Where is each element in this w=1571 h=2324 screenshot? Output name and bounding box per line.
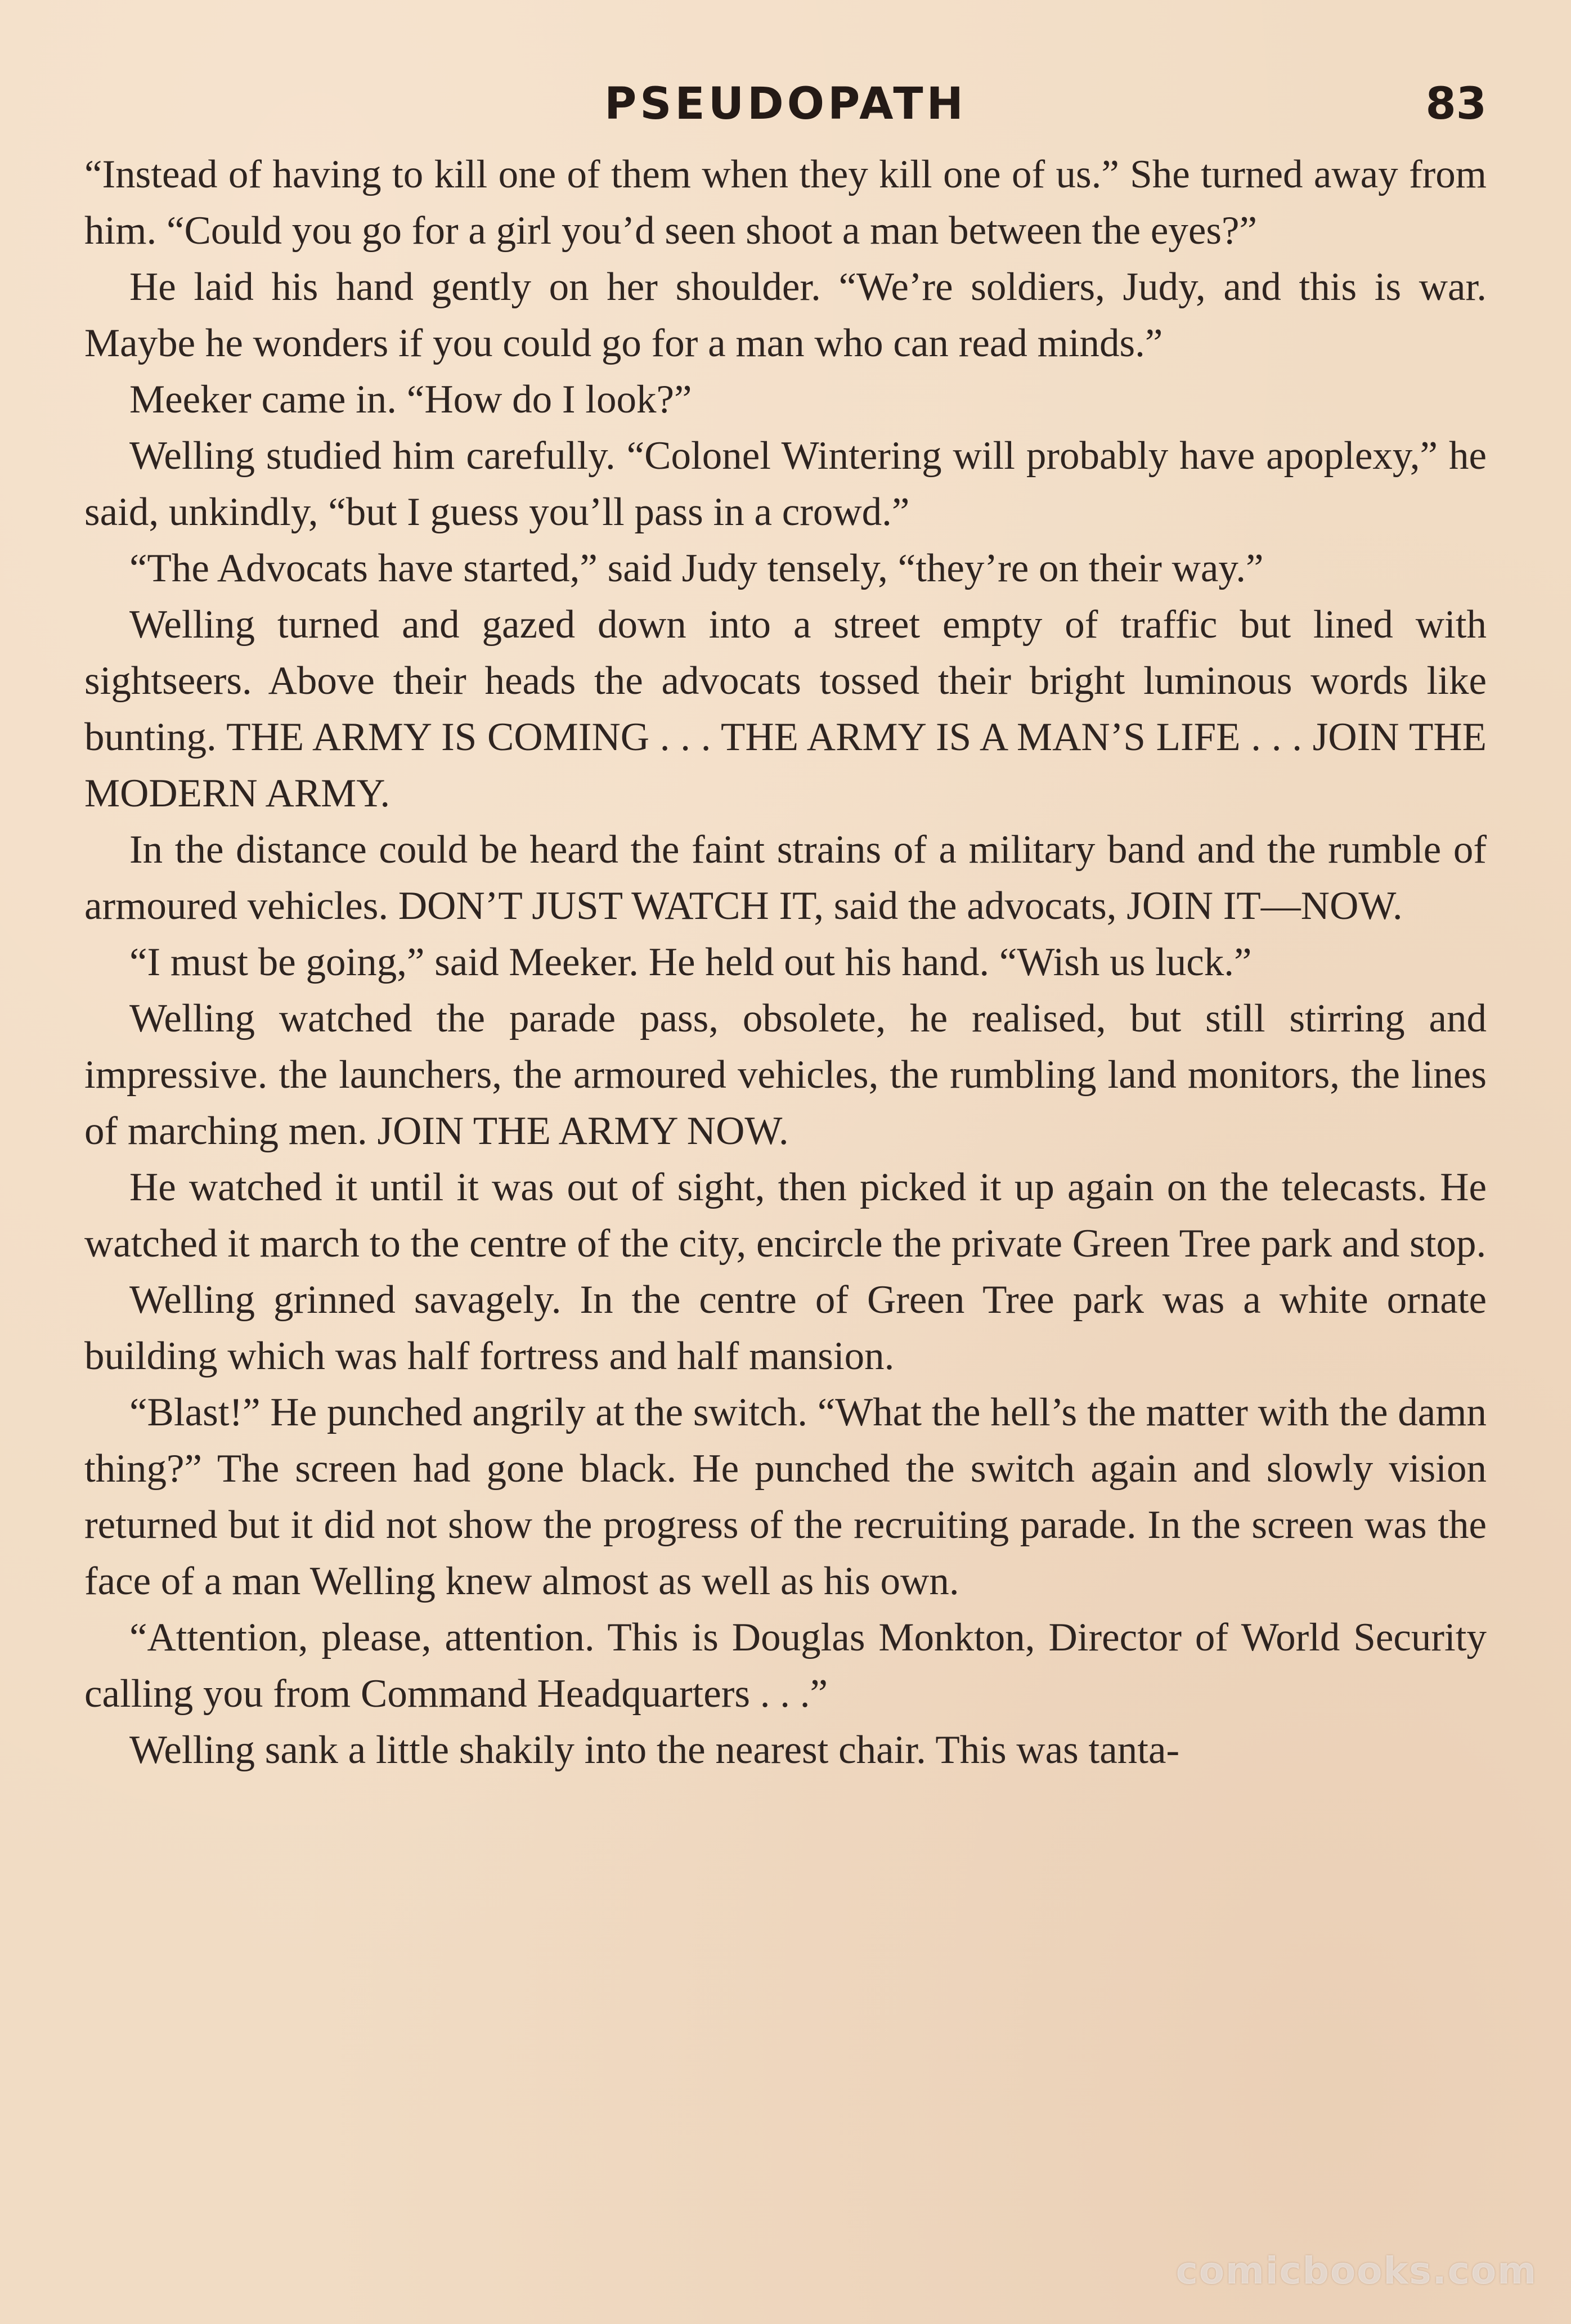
paragraph: “The Advocats have started,” said Judy tensely, “they’re on their way.” <box>129 546 1264 590</box>
paragraph: “Instead of having to kill one of them when they kill one of us.” She turned away from him. “Could you go for a girl you’d seen shoot a man between the eyes?” <box>84 152 1487 253</box>
paragraph: In the distance could be heard the faint strains of a military band and the rumble of armoured vehicles. DON’T JUST WATCH IT, said the advocats, JOIN IT—NOW. <box>84 828 1487 928</box>
running-head <box>84 79 1487 146</box>
paragraph: Welling sank a little shakily into the nearest chair. This was tanta- <box>129 1728 1180 1772</box>
paragraph: Welling watched the parade pass, obsolete, he realised, but still stirring and impressive. the launchers, the armoured vehicles, the rumbling land monitors, the lines of marching men. JOIN THE ARMY NOW. <box>84 997 1487 1153</box>
page-number: 83 <box>1425 79 1487 129</box>
paragraph: “Attention, please, attention. This is Douglas Monkton, Director of World Security calling you from Command Headquarters . . .” <box>84 1616 1487 1716</box>
paragraph: Welling studied him carefully. “Colonel Wintering will probably have apoplexy,” he said, unkindly, “but I guess you’ll pass in a crowd.” <box>84 434 1487 534</box>
paragraph: He laid his hand gently on her shoulder. “We’re soldiers, Judy, and this is war. Maybe he wonders if you could go for a man who can read minds.” <box>84 265 1487 365</box>
running-title: PSEUDOPATH <box>604 79 967 129</box>
body-text <box>84 146 1487 1778</box>
paragraph: Meeker came in. “How do I look?” <box>129 378 692 421</box>
paragraph: Welling turned and gazed down into a street empty of traffic but lined with sightseers. Above their heads the advocats tossed their bright luminous words like bunting. THE ARMY IS COMING . . . THE ARMY IS A MAN’S LIFE . . . JOIN THE MODERN ARMY. <box>84 603 1487 815</box>
watermark: comicbooks.com <box>1175 2249 1537 2292</box>
paragraph: Welling grinned savagely. In the centre of Green Tree park was a white ornate building which was half fortress and half mansion. <box>84 1278 1487 1378</box>
paragraph: “Blast!” He punched angrily at the switch. “What the hell’s the matter with the damn thing?” The screen had gone black. He punched the switch again and slowly vision returned but it did not show the progress of the recruiting parade. In the screen was the face of a man Welling knew almost as well as his own. <box>84 1390 1487 1603</box>
page-content <box>84 79 1487 2273</box>
paragraph: “I must be going,” said Meeker. He held out his hand. “Wish us luck.” <box>129 940 1252 984</box>
paragraph: He watched it until it was out of sight, then picked it up again on the telecasts. He watched it march to the centre of the city, encircle the private Green Tree park and stop. <box>84 1165 1487 1266</box>
